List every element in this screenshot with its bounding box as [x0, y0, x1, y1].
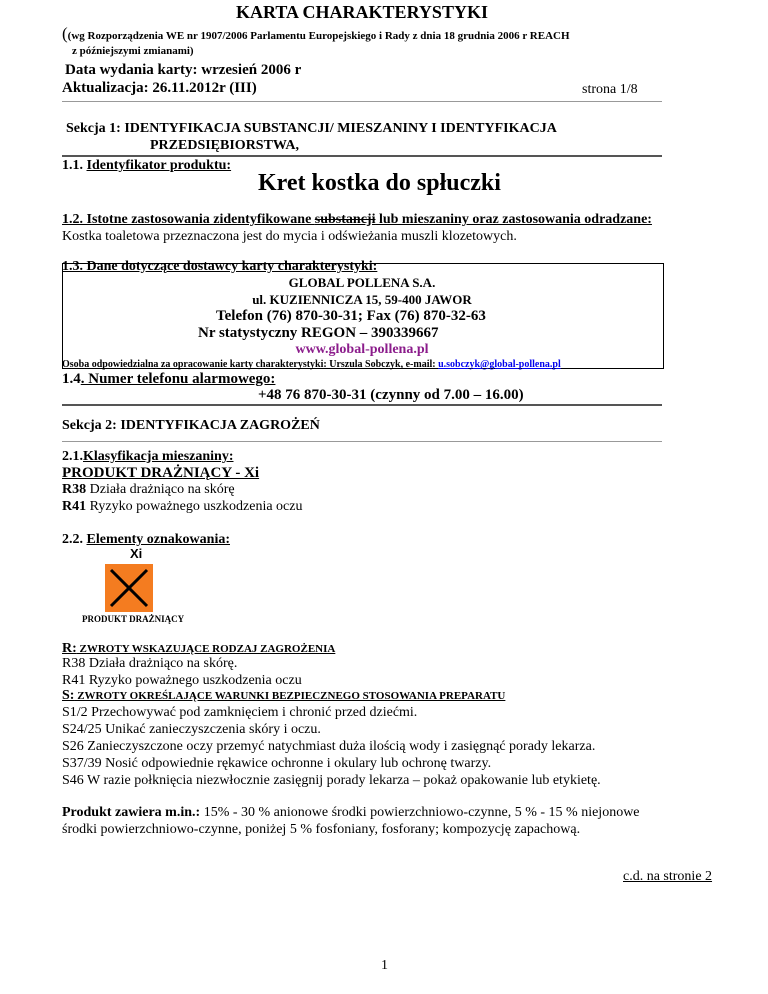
r38-text: Działa drażniąco na skórę: [86, 482, 235, 497]
r-phrase: R38 Działa drażniąco na skórę.: [62, 656, 238, 671]
update-date: Aktualizacja: 26.11.2012r (III): [62, 80, 257, 96]
section2-heading: Sekcja 2: IDENTYFIKACJA ZAGROŻEŃ: [62, 418, 320, 433]
s14-number: 1.4: [62, 371, 81, 387]
s-phrase: S26 Zanieczyszczone oczy przemyć natychmiast duża ilością wody i zasięgnąć porady lekarza.: [62, 739, 596, 754]
section1-heading: Sekcja 1: IDENTYFIKACJA SUBSTANCJI/ MIESZANINY I IDENTYFIKACJA: [66, 121, 557, 136]
r-heading-code: R:: [62, 641, 77, 656]
s12-heading: [62, 212, 652, 228]
classification: PRODUKT DRAŻNIĄCY - Xi: [62, 465, 260, 481]
s14-heading: [62, 371, 275, 388]
supplier-phone-fax: Telefon (76) 870-30-31; Fax (76) 870-32-63: [216, 308, 486, 324]
supplier-contact: [62, 359, 561, 370]
s21-number: 2.1.: [62, 449, 83, 464]
divider: [62, 404, 662, 406]
product-name: Kret kostka do spłuczki: [258, 170, 501, 196]
r-phrases-heading: [62, 641, 335, 657]
s12-strike: substancji: [314, 212, 376, 227]
page-number: 1: [381, 958, 388, 973]
s21-heading: [62, 449, 234, 465]
issue-date: Data wydania karty: wrzesień 2006 r: [65, 62, 302, 78]
s22-heading: [62, 532, 230, 548]
regulation-line-2: z późniejszymi zmianami): [72, 45, 194, 57]
r41-text: Ryzyko poważnego uszkodzenia oczu: [86, 499, 303, 514]
s-phrase: S1/2 Przechowywać pod zamknięciem i chronić przed dziećmi.: [62, 705, 418, 720]
divider: [62, 441, 662, 442]
supplier-company: GLOBAL POLLENA S.A.: [288, 275, 436, 290]
contains-text-1: 15% - 30 % anionowe środki powierzchniowo-czynne, 5 % - 15 % niejonowe: [200, 805, 640, 820]
s11-number: 1.1.: [62, 158, 87, 173]
supplier-address: ul. KUZIENNICZA 15, 59-400 JAWOR: [252, 292, 472, 307]
divider: [62, 101, 662, 102]
s-phrase: S46 W razie połknięcia niezwłocznie zasięgnij porady lekarza – pokaż opakowanie lub etykietę.: [62, 773, 601, 788]
document-title: KARTA CHARAKTERYSTYKI: [236, 2, 488, 22]
s-phrase: S24/25 Unikać zanieczyszczenia skóry i oczu.: [62, 722, 321, 737]
r38-line: [62, 482, 235, 498]
supplier-website[interactable]: www.global-pollena.pl: [295, 342, 429, 357]
pictogram-code: Xi: [130, 546, 143, 561]
s21-label: Klasyfikacja mieszaniny:: [83, 449, 234, 464]
regulation-text: (wg Rozporządzenia WE nr 1907/2006 Parlamentu Europejskiego i Rady z dnia 18 grudnia 2006 r REACH: [67, 30, 570, 42]
s13-heading: 1.3. Dane dotyczące dostawcy karty charakterystyki:: [62, 259, 378, 274]
r-phrase: R41 Ryzyko poważnego uszkodzenia oczu: [62, 673, 302, 688]
continued-note: c.d. na stronie 2: [623, 869, 713, 884]
supplier-regon: Nr statystyczny REGON – 390339667: [198, 325, 439, 341]
contact-email-link[interactable]: u.sobczyk@global-pollena.pl: [438, 359, 561, 370]
contains-label: Produkt zawiera m.in.:: [62, 805, 201, 820]
divider: [62, 155, 662, 157]
s-phrase: S37/39 Nosić odpowiednie rękawice ochronne i okulary lub ochronę twarzy.: [62, 756, 492, 771]
section1-heading-cont: PRZEDSIĘBIORSTWA,: [150, 138, 299, 153]
xi-hazard-pictogram-icon: [105, 564, 153, 612]
contains-line-2: środki powierzchniowo-czynne, poniżej 5 % fosfoniany, fosforany; kompozycję zapachową.: [62, 822, 581, 837]
s12-suffix: lub mieszaniny oraz zastosowania odradzane:: [375, 212, 652, 227]
page-indicator: strona 1/8: [582, 82, 638, 97]
s12-prefix: 1.2. Istotne zastosowania zidentyfikowane: [62, 212, 315, 227]
s22-number: 2.2.: [62, 532, 87, 547]
s-heading-code: S:: [62, 688, 75, 703]
regulation-line-1: ((wg Rozporządzenia WE nr 1907/2006 Parlamentu Europejskiego i Rady z dnia 18 grudnia 2006 r REACH: [62, 24, 570, 43]
s-heading-text: ZWROTY OKREŚLAJĄCE WARUNKI BEZPIECZNEGO STOSOWANIA PREPARATU: [74, 690, 506, 702]
r-heading-text: ZWROTY WSKAZUJĄCE RODZAJ ZAGROŻENIA: [76, 643, 336, 655]
s12-text: Kostka toaletowa przeznaczona jest do mycia i odświeżania muszli klozetowych.: [62, 229, 517, 244]
s22-label: Elementy oznakowania:: [86, 532, 230, 547]
contains-line-1: [62, 805, 640, 821]
s11-label: Identyfikator produktu:: [86, 158, 232, 173]
s14-label: . Numer telefonu alarmowego:: [80, 371, 276, 387]
pictogram-caption: PRODUKT DRAŻNIĄCY: [82, 614, 185, 624]
r38-code: R38: [62, 482, 87, 497]
r41-code: R41: [62, 499, 87, 514]
s11-heading: [62, 158, 231, 174]
r41-line: [62, 499, 303, 515]
emergency-phone: +48 76 870-30-31 (czynny od 7.00 – 16.00): [258, 387, 524, 403]
contact-prefix: Osoba odpowiedzialna za opracowanie karty charakterystyki: Urszula Sobczyk, e-mail:: [62, 359, 439, 370]
s-phrases-heading: [62, 688, 505, 704]
